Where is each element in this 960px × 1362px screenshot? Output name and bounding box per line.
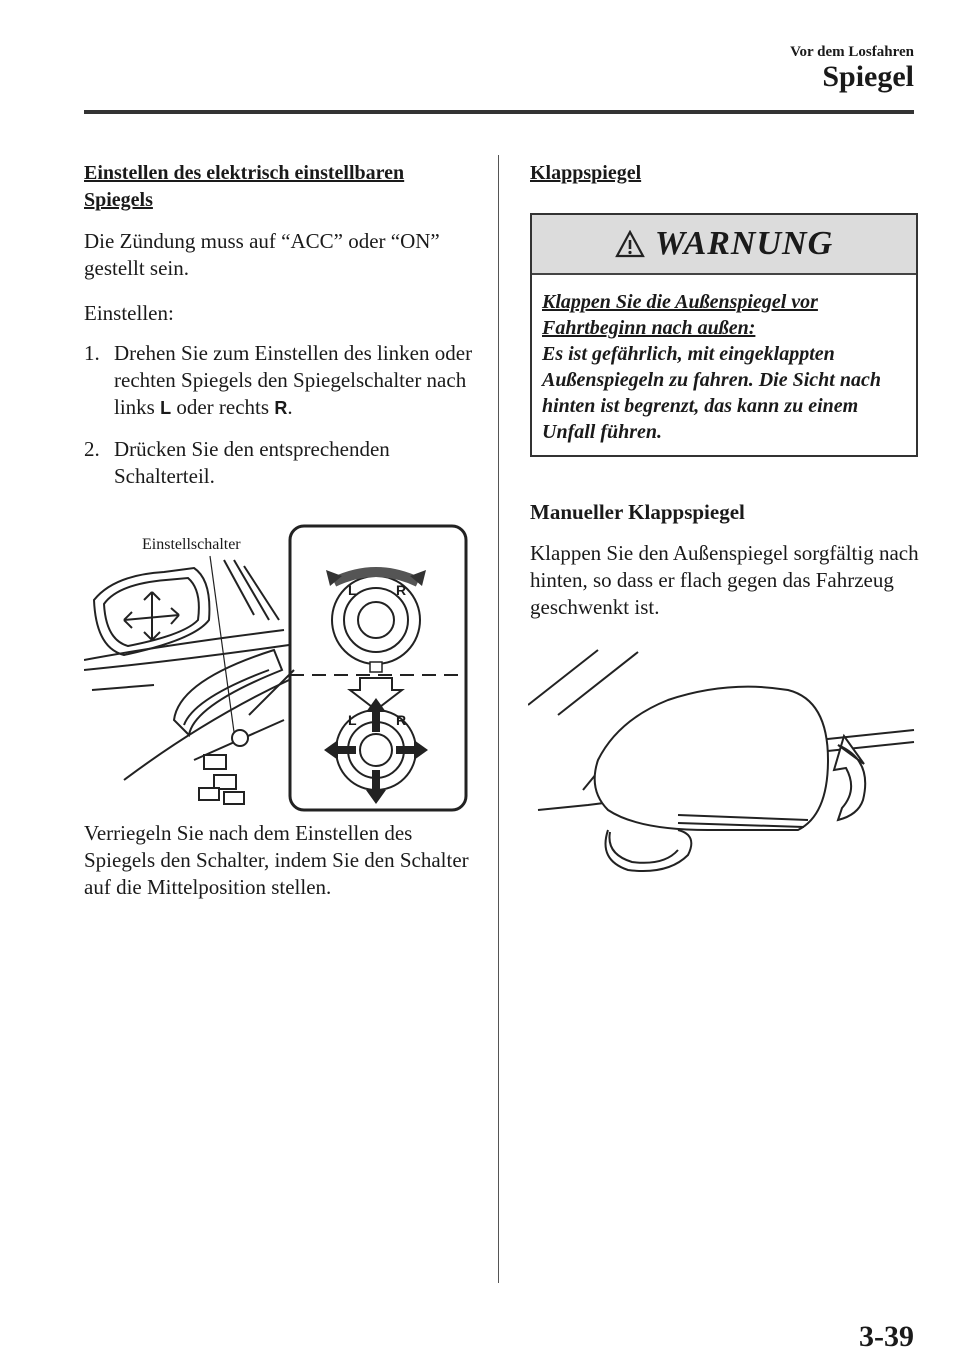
label-adjust-switch: Einstellschalter bbox=[142, 536, 241, 553]
warning-text: Klappen Sie die Außenspiegel vor Fahrtbeginn nach außen: Es ist gefährlich, mit eingeklappten Außenspiegeln zu fahren. Die Sicht nach hinten ist begrenzt, das kann zu einem Unfall führen. bbox=[542, 291, 881, 443]
warning-box bbox=[530, 213, 918, 457]
step-text: Drehen Sie zum Einstellen des linken oder rechten Spiegels den Spiegelschalter nach links L oder rechts R. bbox=[114, 341, 473, 419]
manual-folding-text: Klappen Sie den Außenspiegel sorgfältig nach hinten, so dass er flach gegen das Fahrzeug geschwenkt ist. bbox=[530, 541, 919, 619]
list-item bbox=[84, 436, 474, 496]
warning-title: WARNUNG bbox=[654, 225, 834, 262]
right-letter-icon: R bbox=[274, 398, 288, 418]
warning-triangle-icon bbox=[615, 230, 645, 258]
knob-left-letter: L bbox=[348, 712, 357, 728]
knob-left-letter: L bbox=[348, 582, 357, 598]
door-switch-illustration bbox=[84, 520, 474, 816]
column-divider bbox=[498, 155, 499, 1283]
knob-right-letter: R bbox=[396, 712, 407, 728]
header-rule bbox=[84, 110, 914, 114]
lock-note: Verriegeln Sie nach dem Einstellen des Spiegels den Schalter, indem Sie den Schalter auf die Mittelposition stellen. bbox=[84, 821, 469, 899]
knob-right-letter: R bbox=[396, 582, 407, 598]
step-number: 1. bbox=[84, 341, 100, 365]
manual-folding-title: Manueller Klappspiegel bbox=[530, 500, 745, 524]
page-title: Spiegel bbox=[822, 60, 914, 93]
section-title-electric-mirror: Einstellen des elektrisch einstellbaren Spiegels bbox=[84, 162, 405, 211]
ignition-note: Die Zündung muss auf “ACC” oder “ON” gestellt sein. bbox=[84, 229, 440, 280]
folding-mirror-illustration bbox=[528, 640, 918, 890]
list-item bbox=[84, 340, 474, 450]
step-text: Drücken Sie den entsprechenden Schalterteil. bbox=[114, 437, 390, 488]
left-letter-icon: L bbox=[160, 398, 172, 418]
section-title-folding-mirror: Klappspiegel bbox=[530, 162, 642, 184]
mirror-switch-figure bbox=[84, 520, 474, 816]
warning-header bbox=[532, 215, 916, 275]
page-number: 3-39 bbox=[859, 1320, 914, 1353]
chapter-label: Vor dem Losfahren bbox=[790, 44, 914, 60]
step-number: 2. bbox=[84, 437, 100, 461]
adjust-label: Einstellen: bbox=[84, 301, 174, 325]
